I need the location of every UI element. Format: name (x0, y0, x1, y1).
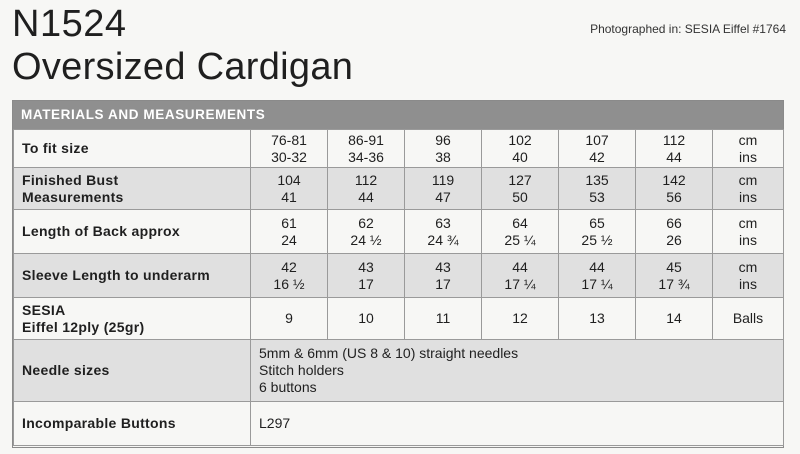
unit-cell: cm ins (713, 254, 784, 298)
size-cell: 43 17 (328, 254, 405, 298)
needle-details: 5mm & 6mm (US 8 & 10) straight needles Stitch holders 6 buttons (251, 340, 784, 402)
unit-cell: Balls (713, 298, 784, 340)
row-finished-bust (14, 168, 784, 210)
size-cell: 13 (559, 298, 636, 340)
unit-cell: cm ins (713, 130, 784, 168)
pattern-title: Oversized Cardigan (12, 46, 354, 88)
row-label: Incomparable Buttons (14, 402, 251, 446)
size-cell: 119 47 (405, 168, 482, 210)
row-label: Sleeve Length to underarm (14, 254, 251, 298)
row-sleeve-length (14, 254, 784, 298)
size-cell: 43 17 (405, 254, 482, 298)
measurements-table (13, 129, 784, 446)
size-cell: 135 53 (559, 168, 636, 210)
size-cell: 107 42 (559, 130, 636, 168)
size-cell: 104 41 (251, 168, 328, 210)
size-cell: 42 16 ½ (251, 254, 328, 298)
size-cell: 96 38 (405, 130, 482, 168)
size-cell: 76-81 30-32 (251, 130, 328, 168)
materials-sheet (12, 100, 784, 448)
row-label: Finished Bust Measurements (14, 168, 251, 210)
size-cell: 62 24 ½ (328, 210, 405, 254)
size-cell: 61 24 (251, 210, 328, 254)
size-cell: 11 (405, 298, 482, 340)
section-header: MATERIALS AND MEASUREMENTS (13, 101, 783, 129)
buttons-code: L297 (251, 402, 784, 446)
size-cell: 9 (251, 298, 328, 340)
row-buttons (14, 402, 784, 446)
photographed-in-note: Photographed in: SESIA Eiffel #1764 (590, 22, 786, 36)
size-cell: 64 25 ¼ (482, 210, 559, 254)
size-cell: 65 25 ½ (559, 210, 636, 254)
size-cell: 127 50 (482, 168, 559, 210)
pattern-code: N1524 (12, 3, 127, 45)
unit-cell: cm ins (713, 210, 784, 254)
size-cell: 14 (636, 298, 713, 340)
row-needle-sizes (14, 340, 784, 402)
row-label: SESIA Eiffel 12ply (25gr) (14, 298, 251, 340)
row-label: To fit size (14, 130, 251, 168)
size-cell: 44 17 ¼ (559, 254, 636, 298)
size-cell: 66 26 (636, 210, 713, 254)
size-cell: 112 44 (636, 130, 713, 168)
size-cell: 44 17 ¼ (482, 254, 559, 298)
size-cell: 45 17 ¾ (636, 254, 713, 298)
size-cell: 112 44 (328, 168, 405, 210)
size-cell: 12 (482, 298, 559, 340)
row-fit-size (14, 130, 784, 168)
size-cell: 86-91 34-36 (328, 130, 405, 168)
size-cell: 63 24 ¾ (405, 210, 482, 254)
size-cell: 102 40 (482, 130, 559, 168)
row-length-of-back (14, 210, 784, 254)
row-label: Length of Back approx (14, 210, 251, 254)
unit-cell: cm ins (713, 168, 784, 210)
size-cell: 142 56 (636, 168, 713, 210)
row-label: Needle sizes (14, 340, 251, 402)
row-yarn (14, 298, 784, 340)
size-cell: 10 (328, 298, 405, 340)
